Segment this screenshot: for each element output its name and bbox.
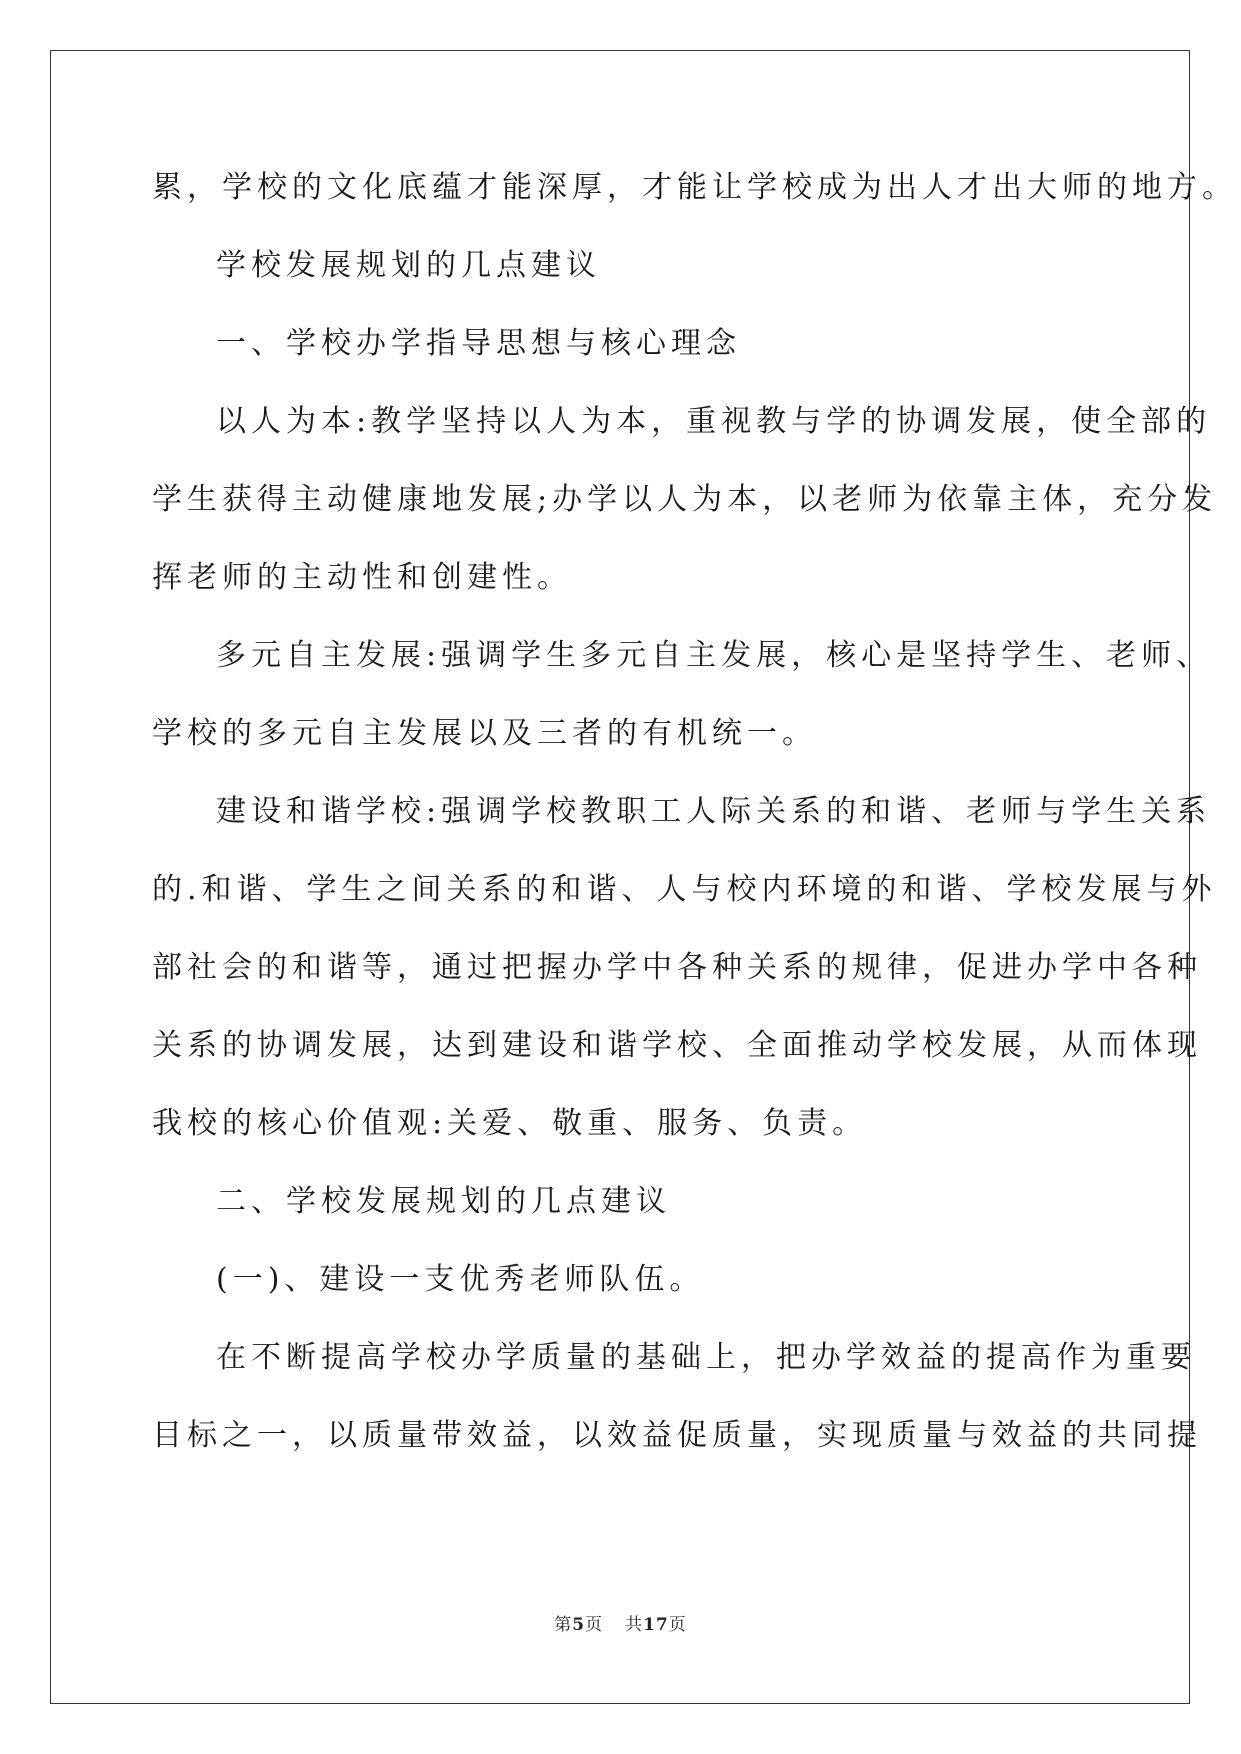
paragraph-line: 在不断提高学校办学质量的基础上，把办学效益的提高作为重要 bbox=[216, 1340, 1196, 1375]
paragraph-line: 关系的协调发展，达到建设和谐学校、全面推动学校发展，从而体现 bbox=[152, 1028, 1202, 1063]
page-current: 5 bbox=[572, 1615, 586, 1635]
paragraph-line: 多元自主发展:强调学生多元自主发展，核心是坚持学生、老师、 bbox=[216, 638, 1212, 673]
paragraph-line: 以人为本:教学坚持以人为本，重视教与学的协调发展，使全部的 bbox=[216, 404, 1212, 439]
paragraph-line: 目标之一，以质量带效益，以效益促质量，实现质量与效益的共同提 bbox=[152, 1418, 1202, 1453]
paragraph-line: 部社会的和谐等，通过把握办学中各种关系的规律，促进办学中各种 bbox=[152, 950, 1202, 985]
section-heading: 二、学校发展规划的几点建议 bbox=[216, 1184, 671, 1219]
paragraph-line: 的.和谐、学生之间关系的和谐、人与校内环境的和谐、学校发展与外 bbox=[152, 872, 1217, 907]
paragraph-line: 学生获得主动健康地发展;办学以人为本，以老师为依靠主体，充分发 bbox=[152, 482, 1218, 517]
paragraph-line: 学校的多元自主发展以及三者的有机统一。 bbox=[152, 716, 817, 751]
total-prefix: 共 bbox=[625, 1615, 644, 1635]
document-body bbox=[152, 160, 1237, 1486]
total-suffix: 页 bbox=[668, 1615, 687, 1635]
page-total: 17 bbox=[643, 1615, 669, 1635]
paragraph-line: 挥老师的主动性和创建性。 bbox=[152, 560, 572, 595]
paragraph-line: 我校的核心价值观:关爱、敬重、服务、负责。 bbox=[152, 1106, 868, 1141]
paragraph-line: 建设和谐学校:强调学校教职工人际关系的和谐、老师与学生关系 bbox=[216, 794, 1212, 829]
page-footer bbox=[0, 1610, 1241, 1635]
page-suffix: 页 bbox=[585, 1615, 604, 1635]
page-prefix: 第 bbox=[554, 1615, 573, 1635]
section-heading: 一、学校办学指导思想与核心理念 bbox=[216, 326, 741, 361]
section-title: 学校发展规划的几点建议 bbox=[216, 248, 601, 283]
paragraph-line: 累，学校的文化底蕴才能深厚，才能让学校成为出人才出大师的地方。 bbox=[152, 170, 1237, 205]
subsection-heading: (一)、建设一支优秀老师队伍。 bbox=[216, 1262, 705, 1297]
